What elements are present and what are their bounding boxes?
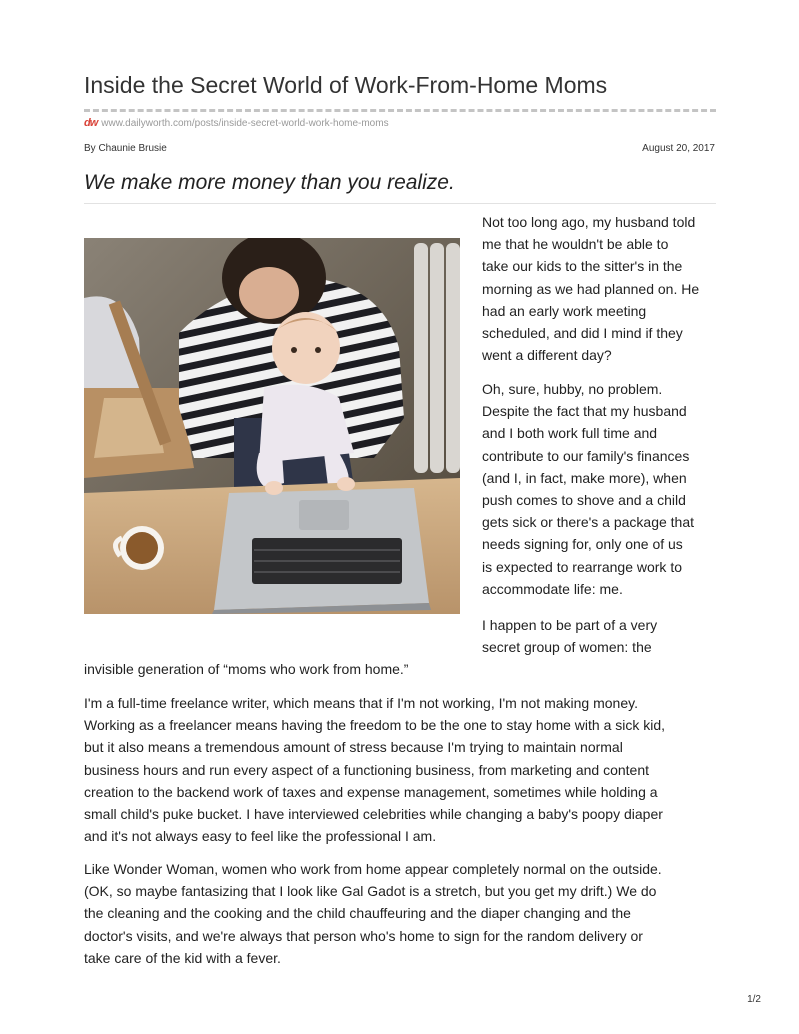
source-row — [84, 116, 389, 130]
text-line: needs signing for, only one of us — [482, 536, 683, 553]
text-line: I'm a full-time freelance writer, which means that if I'm not working, I'm not making money. — [84, 695, 638, 711]
text-line: doctor's visits, and we're always that person who's home to sign for the random delivery or — [84, 927, 643, 944]
text-line: had an early work meeting — [482, 302, 647, 319]
text-line: creation to the backend work of taxes and expense management, sometimes while holding a — [84, 783, 658, 800]
paragraph-3 — [482, 614, 722, 658]
text-line: push comes to shove and a child — [482, 492, 686, 509]
text-line: I happen to be part of a very — [482, 617, 658, 633]
text-line: gets sick or there's a package that — [482, 514, 695, 531]
text-line: me that he wouldn't be able to — [482, 236, 669, 253]
text-line: (and I, in fact, make more), when — [482, 469, 687, 486]
text-line: Like Wonder Woman, women who work from home appear completely normal on the outside. — [84, 861, 662, 877]
text-line: is expected to rearrange work to — [482, 558, 682, 575]
text-line: accommodate life: me. — [482, 580, 623, 597]
text-line: but it also means a tremendous amount of stress because I'm trying to maintain normal — [84, 739, 623, 756]
text-line: take our kids to the sitter's in the — [482, 258, 683, 275]
text-line: scheduled, and did I mind if they — [482, 325, 683, 342]
title-divider — [84, 109, 716, 112]
paragraph-5 — [84, 858, 724, 969]
text-line: business hours and run every aspect of a functioning business, from marketing and content — [84, 761, 649, 778]
text-line: the cleaning and the cooking and the child chauffeuring and the diaper changing and the — [84, 905, 631, 922]
paragraph-2 — [482, 378, 722, 600]
text-line: contribute to our family's finances — [482, 447, 690, 464]
author-byline: By Chaunie Brusie — [84, 143, 167, 154]
article-title: Inside the Secret World of Work-From-Home Moms — [84, 72, 608, 98]
source-url-link[interactable]: www.dailyworth.com/posts/inside-secret-world-work-home-moms — [101, 117, 389, 129]
text-line: Oh, sure, hubby, no problem. — [482, 381, 663, 397]
paragraph-3-continued — [84, 658, 724, 680]
publish-date: August 20, 2017 — [642, 143, 715, 154]
paragraph-4 — [84, 692, 724, 847]
text-line: (OK, so maybe fantasizing that I look like Gal Gadot is a stretch, but you get my drift.) We do — [84, 883, 657, 900]
subtitle-divider — [84, 203, 716, 204]
text-line: went a different day? — [482, 347, 612, 364]
text-line: secret group of women: the — [482, 639, 652, 656]
text-line: Not too long ago, my husband told — [482, 214, 696, 230]
text-line: and I both work full time and — [482, 425, 658, 442]
dailyworth-logo: dw — [84, 117, 98, 129]
page-number: 1/2 — [747, 994, 761, 1005]
text-line: invisible generation of “moms who work from home.” — [84, 661, 409, 677]
text-line: small child's puke bucket. I have interviewed celebrities while changing a baby's poopy diaper — [84, 806, 663, 823]
text-line: morning as we had planned on. He — [482, 280, 700, 297]
text-line: take care of the kid with a fever. — [84, 949, 281, 966]
paragraph-1 — [482, 211, 722, 366]
text-line: Despite the fact that my husband — [482, 403, 687, 420]
mother-baby-laptop-photo — [84, 238, 460, 614]
photo-illustration — [84, 238, 460, 614]
article-subtitle: We make more money than you realize. — [84, 171, 455, 194]
text-line: Working as a freelancer means having the freedom to be the one to stay home with a sick kid, — [84, 717, 666, 734]
text-line: and it's not always easy to feel like the professional I am. — [84, 828, 437, 845]
